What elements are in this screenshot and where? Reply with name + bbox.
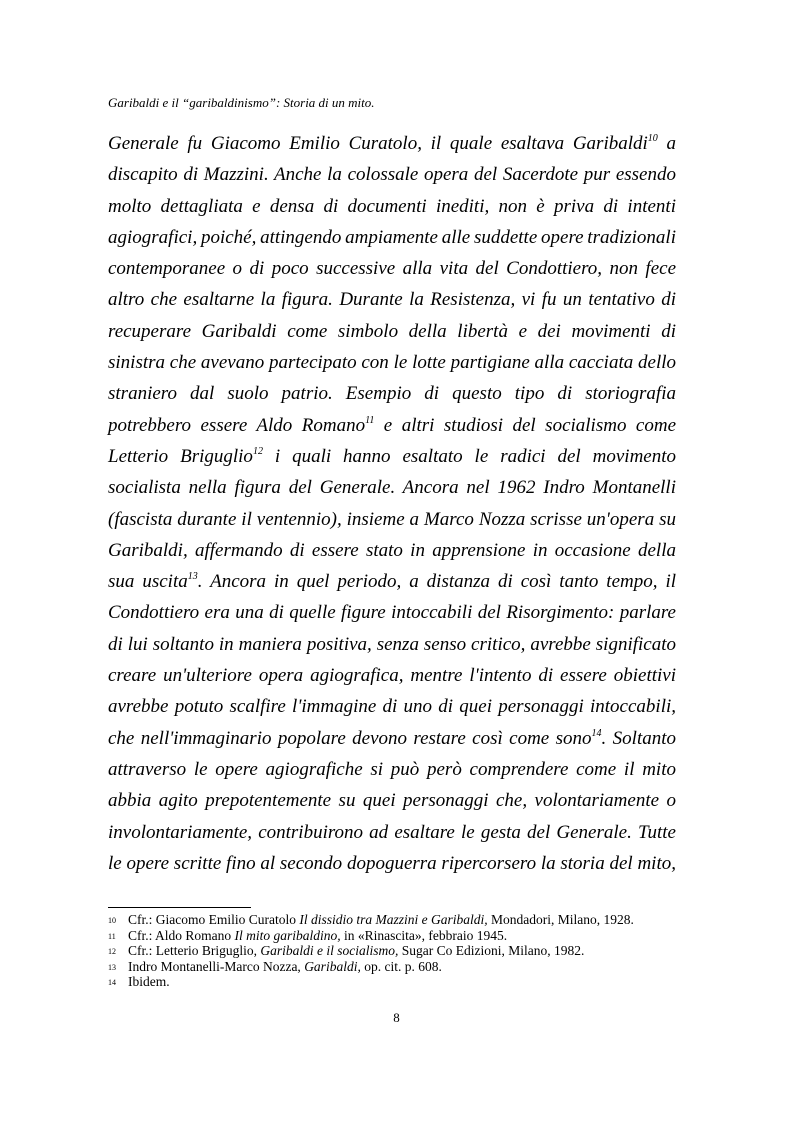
text-line: molto dettagliata e densa di documenti inediti, non è priva di intenti <box>108 195 676 217</box>
footnote: 12 Cfr.: Letterio Briguglio, Garibaldi e il socialismo, Sugar Co Edizioni, Milano, 1982. <box>108 943 585 959</box>
footnote: 13 Indro Montanelli-Marco Nozza, Garibaldi, op. cit. p. 608. <box>108 958 442 974</box>
footnote-title: Il dissidio tra Mazzini e Garibaldi, <box>299 912 488 927</box>
text-line: attraverso le opere agiografiche si può però comprendere come il mito <box>108 758 676 780</box>
footnote-number: 13 <box>108 962 116 972</box>
footnote-title: Il mito garibaldino, <box>234 927 341 943</box>
text-line: Letterio Briguglio$^{12}$ i quali hanno esaltato le radici del movimento <box>108 445 677 467</box>
text-line: discapito di Mazzini. Anche la colossale opera del Sacerdote pur essendo <box>108 164 676 186</box>
text-line: altro che esaltarne la figura. Durante la Resistenza, vi fu un tentativo di <box>108 289 676 311</box>
text-line: creare un'ulteriore opera agiografica, mentre l'intento di essere obiettivi <box>108 665 676 687</box>
text-line: avrebbe potuto scalfire l'immagine di uno di quei personaggi intoccabili, <box>108 696 676 718</box>
running-header: Garibaldi e il “garibaldinismo”: Storia di un mito. <box>108 95 375 110</box>
footnote-number: 12 <box>108 947 116 957</box>
text-line: sinistra che avevano partecipato con le lotte partigiane alla cacciata dello <box>108 352 676 374</box>
footnote-number: 10 <box>108 916 116 925</box>
footnote-separator <box>108 907 251 908</box>
text-line: che nell'immaginario popolare devono restare così come sono$^{14}$. Soltanto <box>108 727 676 749</box>
text-line: Generale fu Giacomo Emilio Curatolo, il quale esaltava Garibaldi$^{10}$ a <box>108 133 676 154</box>
footnote-ref-14[interactable]: 14 <box>591 727 602 739</box>
text-line: di lui soltanto in maniera positiva, senza senso critico, avrebbe significato <box>108 633 676 655</box>
text-line: Condottiero era una di quelle figure intoccabili del Risorgimento: parlare <box>108 602 676 624</box>
text-line: agiografici, poiché, attingendo ampiamente alle suddette opere tradizionali <box>108 226 676 248</box>
page-number: 8 <box>393 1010 400 1025</box>
footnote: 11 Cfr.: Aldo Romano Il mito garibaldino, in «Rinascita», febbraio 1945. <box>108 927 508 943</box>
body-paragraph <box>108 128 676 879</box>
footnote: 14 Ibidem. <box>108 974 170 990</box>
text-line: le opere scritte fino al secondo dopoguerra ripercorsero la storia del mito, <box>108 852 676 874</box>
text-line: contemporanee o di poco successive alla vita del Condottiero, non fece <box>108 258 676 280</box>
text-line: sua uscita$^{13}$. Ancora in quel periodo, a distanza di così tanto tempo, il <box>108 571 677 593</box>
text-line: involontariamente, contribuirono ad esaltare le gesta del Generale. Tutte <box>108 821 676 843</box>
text-line: (fascista durante il ventennio), insieme a Marco Nozza scrisse un'opera su <box>108 508 676 530</box>
footnote-title: Garibaldi, <box>304 958 361 974</box>
footnote-number: 14 <box>108 978 116 988</box>
footnote-number: 11 <box>108 931 116 941</box>
text-line: recuperare Garibaldi come simbolo della libertà e dei movimenti di <box>108 320 676 342</box>
footnote: 10 Cfr.: Giacomo Emilio Curatolo Il dissidio tra Mazzini e Garibaldi, Mondadori, Milano, 1928. <box>108 912 634 927</box>
footnote-ref-12[interactable]: 12 <box>252 445 263 457</box>
text-line: straniero dal suolo patrio. Esempio di questo tipo di storiografia <box>108 383 676 405</box>
text-line: potrebbero essere Aldo Romano$^{11}$ e altri studiosi del socialismo come <box>108 414 677 436</box>
footnote-ref-13[interactable]: 13 <box>187 571 198 583</box>
footnote-ref-10[interactable]: 10 <box>647 133 658 144</box>
footnote-title: Garibaldi e il socialismo, <box>260 943 399 959</box>
footnotes <box>108 912 676 990</box>
text-line: socialista nella figura del Generale. Ancora nel 1962 Indro Montanelli <box>108 477 676 499</box>
footnote-ref-11[interactable]: 11 <box>365 414 375 426</box>
text-line: abbia agito prepotentemente su quei personaggi che, volontariamente o <box>108 790 676 812</box>
text-line: Garibaldi, affermando di essere stato in apprensione in occasione della <box>108 539 676 561</box>
